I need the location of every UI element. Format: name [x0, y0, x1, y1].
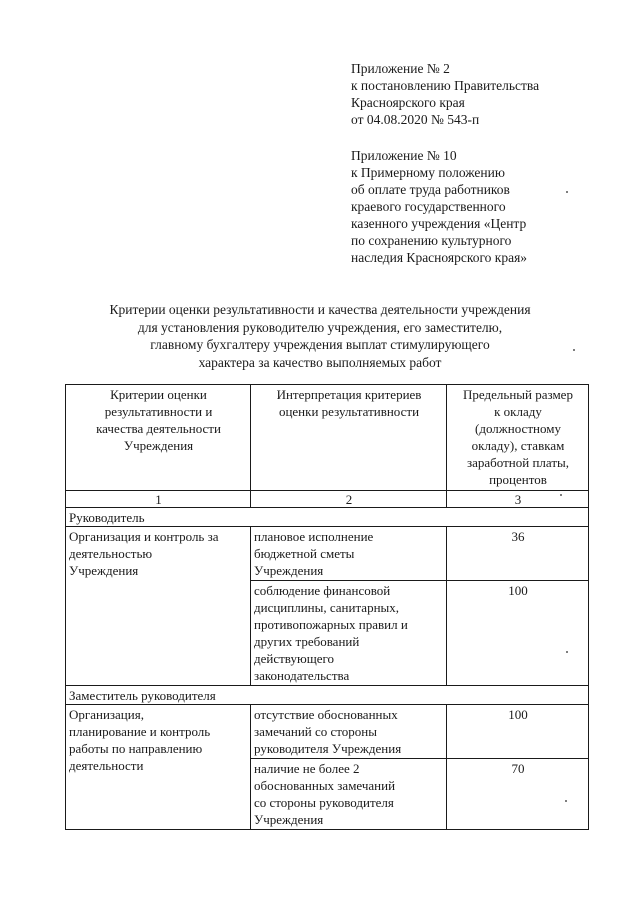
section-row-deputy — [66, 686, 589, 705]
annex-line: казенного учреждения «Центр — [351, 216, 527, 231]
annex-line: об оплате труда работников — [351, 182, 510, 197]
header-interpretation: Интерпретация критериев оценки результативности — [251, 385, 447, 491]
title-line: главному бухгалтеру учреждения выплат стимулирующего — [150, 337, 490, 352]
column-number: 3 — [447, 491, 589, 508]
annex-line: к Примерному положению — [351, 165, 505, 180]
annex-10-header — [351, 147, 527, 266]
header-criteria: Критерии оценки результативности и качества деятельности Учреждения — [66, 385, 251, 491]
scan-speck — [566, 191, 568, 193]
section-title: Руководитель — [66, 508, 589, 527]
annex-line: к постановлению Правительства — [351, 78, 540, 93]
interpretation-cell: плановое исполнение бюджетной сметы Учреждения — [251, 527, 447, 581]
column-number-row — [66, 491, 589, 508]
title-line: Критерии оценки результативности и качества деятельности учреждения — [109, 302, 531, 317]
section-title: Заместитель руководителя — [66, 686, 589, 705]
scan-speck — [560, 494, 562, 496]
interpretation-cell: наличие не более 2 обоснованных замечаний со стороны руководителя Учреждения — [251, 759, 447, 830]
title-line: для установления руководителю учреждения, его заместителю, — [137, 319, 503, 335]
column-number: 1 — [66, 491, 251, 508]
annex-2-header — [351, 60, 539, 128]
value-cell: 100 — [447, 581, 589, 686]
annex-line: от 04.08.2020 № 543-п — [351, 112, 480, 127]
annex-line: Приложение № 2 — [351, 61, 450, 76]
annex-line: по сохранению культурного — [351, 233, 512, 248]
section-row-director — [66, 508, 589, 527]
value-cell: 70 — [447, 759, 589, 830]
document-title — [60, 301, 580, 371]
title-line: характера за качество выполняемых работ — [198, 354, 442, 370]
table-row — [66, 527, 589, 581]
annex-line: наследия Красноярского края» — [351, 250, 528, 265]
scan-speck — [573, 349, 575, 351]
value-cell: 100 — [447, 705, 589, 759]
criterion-cell: Организация, планирование и контроль работы по направлению деятельности — [66, 705, 251, 830]
annex-line: Красноярского края — [351, 95, 465, 110]
header-max-size: Предельный размер к окладу (должностному окладу), ставкам заработной платы, процентов — [447, 385, 589, 491]
table-header-row — [66, 385, 589, 491]
annex-line: Приложение № 10 — [351, 148, 457, 163]
table-row — [66, 705, 589, 759]
scan-speck — [565, 800, 567, 802]
interpretation-cell: соблюдение финансовой дисциплины, санитарных, противопожарных правил и других требований действующего законодательства — [251, 581, 447, 686]
interpretation-cell: отсутствие обоснованных замечаний со стороны руководителя Учреждения — [251, 705, 447, 759]
annex-line: краевого государственного — [351, 199, 506, 214]
value-cell: 36 — [447, 527, 589, 581]
scan-speck — [566, 651, 568, 653]
criterion-cell: Организация и контроль за деятельностью Учреждения — [66, 527, 251, 686]
criteria-table — [65, 384, 589, 830]
column-number: 2 — [251, 491, 447, 508]
